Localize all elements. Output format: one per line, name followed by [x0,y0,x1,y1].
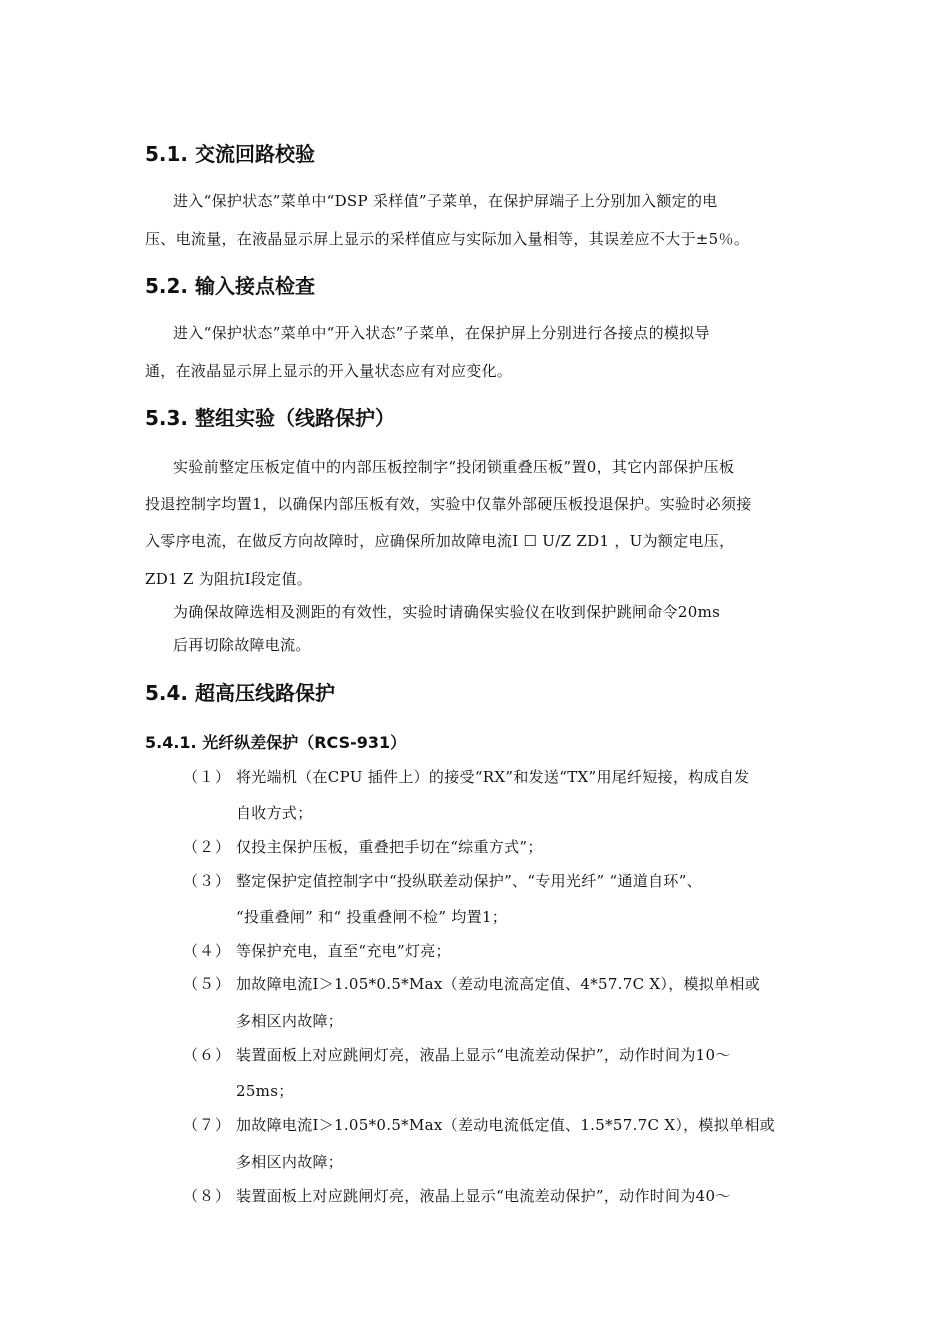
section-heading-5-3: 5.3. 整组实验（线路保护） [145,406,395,430]
paragraph-line: 为确保故障选相及测距的有效性，实验时请确保实验仪在收到保护跳闸命令20ms [173,603,721,621]
list-item-number: （５） [183,975,232,993]
section-heading-5-1: 5.1. 交流回路校验 [145,142,315,166]
paragraph-line: 进入“保护状态”菜单中“开入状态”子菜单，在保护屏上分别进行各接点的模拟导 [173,324,710,342]
paragraph-line: ZD1 Z 为阻抗Ⅰ段定值。 [145,570,313,588]
list-item-number: （３） [183,872,232,890]
list-item-line: “投重叠闸” 和“ 投重叠闸不检” 均置1； [236,908,508,926]
list-item-number: （２） [183,838,232,856]
section-heading-5-2: 5.2. 输入接点检查 [145,274,315,298]
list-item-line: 多相区内故障； [236,1153,344,1171]
subsection-heading-5-4-1: 5.4.1. 光纤纵差保护（RCS-931） [145,733,407,752]
list-item-number: （６） [183,1046,232,1064]
paragraph-line: 通，在液晶显示屏上显示的开入量状态应有对应变化。 [145,362,513,380]
list-item-number: （４） [183,942,232,960]
list-item-line: 仅投主保护压板，重叠把手切在“综重方式”； [236,838,543,856]
list-item-line: 等保护充电，直至“充电”灯亮； [236,942,451,960]
paragraph-line: 实验前整定压板定值中的内部压板控制字“投闭锁重叠压板”置0，其它内部保护压板 [173,458,735,476]
list-item-line: 整定保护定值控制字中“投纵联差动保护”、“专用光纤” “通道自环”、 [236,872,702,890]
paragraph-line: 后再切除故障电流。 [173,636,311,654]
list-item-line: 25ms； [236,1082,294,1100]
list-item-line: 将光端机（在CPU 插件上）的接受“RX”和发送“TX”用尾纤短接，构成自发 [236,768,750,786]
paragraph-line: 进入“保护状态”菜单中“DSP 采样值”子菜单，在保护屏端子上分别加入额定的电 [173,192,718,210]
list-item-line: 加故障电流I＞1.05*0.5*Max（差动电流高定值、4*57.7C X），模拟单相或 [236,975,761,993]
list-item-line: 加故障电流I＞1.05*0.5*Max（差动电流低定值、1.5*57.7C X），模拟单相或 [236,1116,775,1134]
list-item-line: 装置面板上对应跳闸灯亮，液晶上显示“电流差动保护”，动作时间为40～ [236,1187,731,1205]
list-item-number: （１） [183,768,232,786]
paragraph-line: 投退控制字均置1，以确保内部压板有效，实验中仅靠外部硬压板投退保护。实验时必须接 [145,495,752,513]
list-item-line: 多相区内故障； [236,1012,344,1030]
list-item-number: （７） [183,1116,232,1134]
list-item-number: （８） [183,1187,232,1205]
paragraph-line: 入零序电流，在做反方向故障时，应确保所加故障电流I ☐ U/Z ZD1 ，U为额定电压， [145,532,735,550]
list-item-line: 装置面板上对应跳闸灯亮，液晶上显示“电流差动保护”，动作时间为10～ [236,1046,731,1064]
section-heading-5-4: 5.4. 超高压线路保护 [145,681,335,705]
paragraph-line: 压、电流量，在液晶显示屏上显示的采样值应与实际加入量相等，其误差应不大于±5％。 [145,230,750,248]
list-item-line: 自收方式； [236,804,313,822]
